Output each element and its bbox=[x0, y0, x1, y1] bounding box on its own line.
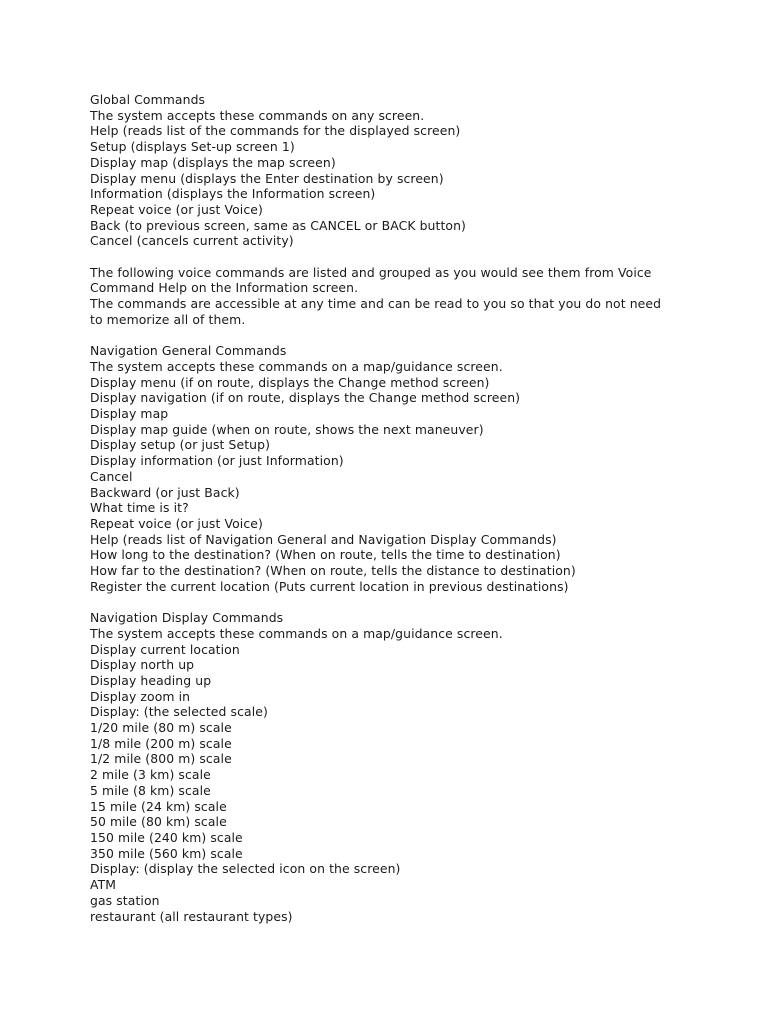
text-line: 50 mile (80 km) scale bbox=[90, 814, 227, 830]
text-line: The commands are accessible at any time and can be read to you so that you do not need bbox=[90, 296, 662, 312]
text-line: 1/2 mile (800 m) scale bbox=[90, 751, 232, 767]
text-line: 1/8 mile (200 m) scale bbox=[90, 735, 232, 751]
text-line: to memorize all of them. bbox=[90, 311, 246, 327]
text-line: Display zoom in bbox=[90, 688, 191, 704]
text-line: Register the current location (Puts current location in previous destinations) bbox=[90, 578, 569, 594]
text-line: Display information (or just Information) bbox=[90, 453, 344, 469]
text-line: 150 mile (240 km) scale bbox=[90, 830, 243, 845]
text-line: The system accepts these commands on a map/guidance screen. bbox=[90, 625, 503, 641]
text-line: How long to the destination? (When on route, tells the time to destination) bbox=[90, 547, 561, 563]
text-line: gas station bbox=[90, 892, 160, 908]
text-line: Repeat voice (or just Voice) bbox=[90, 201, 263, 217]
text-line: Backward (or just Back) bbox=[90, 484, 240, 500]
text-line: The system accepts these commands on any screen. bbox=[90, 107, 425, 123]
text-line: The following voice commands are listed and grouped as you would see them from Voice bbox=[90, 264, 652, 280]
section-title: Navigation General Commands bbox=[90, 343, 287, 359]
text-line: Display: (display the selected icon on the screen) bbox=[90, 861, 401, 877]
text-line: Display map bbox=[90, 406, 169, 422]
global-commands-section bbox=[90, 92, 730, 249]
text-line: Help (reads list of the commands for the displayed screen) bbox=[90, 123, 461, 139]
text-line: 350 mile (560 km) scale bbox=[90, 845, 243, 861]
text-line: 15 mile (24 km) scale bbox=[90, 798, 227, 814]
text-line: Display north up bbox=[90, 657, 195, 673]
text-line: The system accepts these commands on a map/guidance screen. bbox=[90, 358, 503, 374]
text-line: Cancel bbox=[90, 468, 133, 484]
text-line: Display setup (or just Setup) bbox=[90, 437, 270, 453]
text-line: Display menu (if on route, displays the Change method screen) bbox=[90, 374, 490, 390]
navigation-display-section bbox=[90, 610, 730, 924]
text-line: Repeat voice (or just Voice) bbox=[90, 515, 263, 531]
text-line: Information (displays the Information screen) bbox=[90, 186, 376, 202]
text-line: 2 mile (3 km) scale bbox=[90, 767, 211, 783]
text-line: Display current location bbox=[90, 641, 240, 657]
text-line: Display map guide (when on route, shows the next maneuver) bbox=[90, 421, 484, 437]
text-line: How far to the destination? (When on route, tells the distance to destination) bbox=[90, 563, 576, 579]
document-page bbox=[90, 92, 730, 940]
text-line: Display: (the selected scale) bbox=[90, 704, 268, 720]
text-line: ATM bbox=[90, 877, 117, 893]
text-line: Command Help on the Information screen. bbox=[90, 280, 359, 296]
text-line: Cancel (cancels current activity) bbox=[90, 233, 294, 249]
text-line: Display navigation (if on route, displays the Change method screen) bbox=[90, 390, 521, 406]
text-line: Display map (displays the map screen) bbox=[90, 154, 336, 170]
text-line: Display menu (displays the Enter destination by screen) bbox=[90, 170, 444, 186]
section-title: Global Commands bbox=[90, 92, 206, 107]
text-line: Back (to previous screen, same as CANCEL or BACK button) bbox=[90, 217, 466, 233]
text-line: Help (reads list of Navigation General and Navigation Display Commands) bbox=[90, 531, 557, 547]
text-line: restaurant (all restaurant types) bbox=[90, 908, 293, 924]
text-line: Setup (displays Set-up screen 1) bbox=[90, 139, 295, 155]
intro-paragraph bbox=[90, 265, 730, 328]
text-line: 5 mile (8 km) scale bbox=[90, 782, 211, 798]
text-line: 1/20 mile (80 m) scale bbox=[90, 720, 232, 736]
text-line: What time is it? bbox=[90, 500, 189, 516]
section-title: Navigation Display Commands bbox=[90, 610, 284, 626]
text-line: Display heading up bbox=[90, 672, 212, 688]
navigation-general-section bbox=[90, 343, 730, 594]
